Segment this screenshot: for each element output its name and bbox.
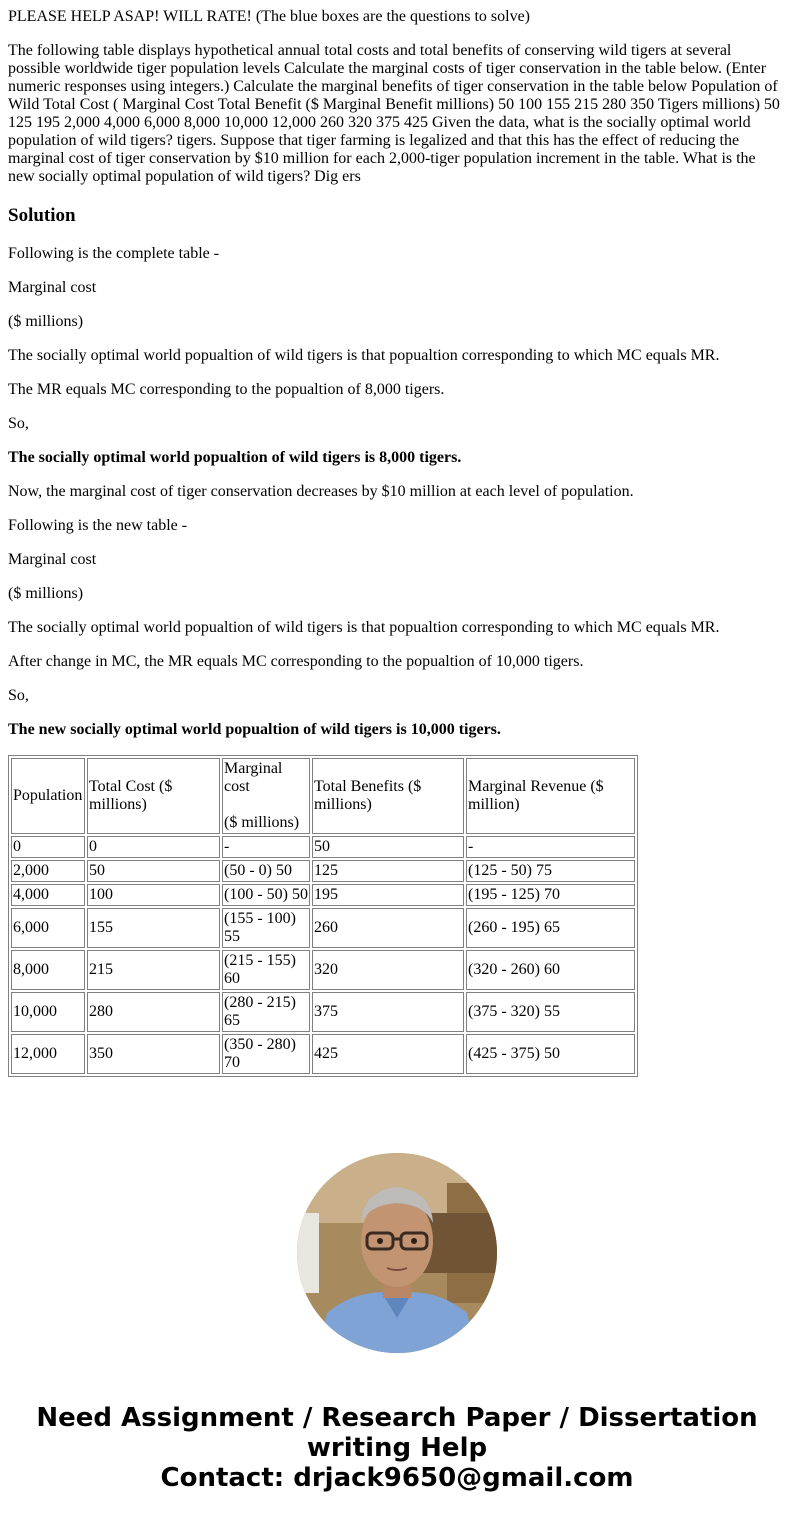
table-row	[11, 1034, 635, 1074]
cell-marginal-revenue: (195 - 125) 70	[466, 884, 635, 906]
solution-paragraph: So,	[8, 415, 29, 432]
cell-population: 8,000	[11, 950, 85, 990]
person-photo-icon	[297, 1153, 497, 1353]
question-body: The following table displays hypothetical annual total costs and total benefits of conserving wild tigers at several possible worldwide tiger population levels Calculate the marginal costs of tiger conservation in the table below. (Enter numeric responses using integers.) Calculate the marginal benefits of tiger conservation in the table below Population of Wild Total Cost ( Marginal Cost Total Benefit ($ Marginal Benefit millions) 50 100 155 215 280 350 Tigers millions) 50 125 195 2,000 4,000 6,000 8,000 10,000 12,000 260 320 375 425 Given the data, what is the socially optimal world population of wild tigers? tigers. Suppose that tiger farming is legalized and that this has the effect of reducing the marginal cost of tiger conservation by $10 million for each 2,000-tiger population increment in the table. What is the new socially optimal population of wild tigers? Dig ers	[8, 42, 780, 185]
table-row	[11, 836, 635, 858]
footer-line-2: writing Help	[306, 1433, 488, 1463]
header-marginal-cost-line1: Marginal cost	[224, 760, 283, 795]
cell-total-benefits: 320	[312, 950, 464, 990]
cell-marginal-revenue: (260 - 195) 65	[466, 908, 635, 948]
cell-marginal-cost: -	[222, 836, 310, 858]
cell-total-benefits: 50	[312, 836, 464, 858]
solution-paragraph: Marginal cost	[8, 279, 97, 296]
table-row	[11, 950, 635, 990]
table-row	[11, 860, 635, 882]
cell-population: 10,000	[11, 992, 85, 1032]
header-population: Population	[11, 758, 85, 834]
cell-total-cost: 350	[87, 1034, 220, 1074]
table-row	[11, 908, 635, 948]
cell-population: 2,000	[11, 860, 85, 882]
cell-marginal-cost: (280 - 215) 65	[222, 992, 310, 1032]
solution-paragraph: The socially optimal world popualtion of wild tigers is that popualtion corresponding to which MC equals MR.	[8, 619, 720, 636]
cell-marginal-cost: (155 - 100) 55	[222, 908, 310, 948]
table-header-row	[11, 758, 635, 834]
solution-heading: Solution	[8, 205, 76, 226]
solution-paragraph: After change in MC, the MR equals MC corresponding to the popualtion of 10,000 tigers.	[8, 653, 584, 670]
cell-total-cost: 155	[87, 908, 220, 948]
table-body	[11, 836, 635, 1074]
cell-marginal-revenue: (425 - 375) 50	[466, 1034, 635, 1074]
footer-ad	[0, 1403, 794, 1493]
solution-paragraph: ($ millions)	[8, 585, 84, 602]
solution-paragraph: ($ millions)	[8, 313, 84, 330]
cell-population: 0	[11, 836, 85, 858]
cell-total-cost: 215	[87, 950, 220, 990]
cell-marginal-cost: (100 - 50) 50	[222, 884, 310, 906]
solution-paragraph: Marginal cost	[8, 551, 97, 568]
cell-marginal-revenue: (320 - 260) 60	[466, 950, 635, 990]
cell-total-benefits: 375	[312, 992, 464, 1032]
footer-contact: Contact: drjack9650@gmail.com	[160, 1463, 634, 1493]
cell-total-benefits: 195	[312, 884, 464, 906]
cell-marginal-cost: (215 - 155) 60	[222, 950, 310, 990]
cell-marginal-revenue: -	[466, 836, 635, 858]
header-marginal-revenue: Marginal Revenue ($ million)	[466, 758, 635, 834]
author-photo	[297, 1153, 497, 1353]
cell-total-benefits: 125	[312, 860, 464, 882]
footer-line-1: Need Assignment / Research Paper / Dissertation	[36, 1403, 758, 1433]
cell-marginal-cost: (350 - 280) 70	[222, 1034, 310, 1074]
cell-marginal-cost: (50 - 0) 50	[222, 860, 310, 882]
cell-total-benefits: 425	[312, 1034, 464, 1074]
cell-marginal-revenue: (375 - 320) 55	[466, 992, 635, 1032]
cell-total-cost: 50	[87, 860, 220, 882]
cell-population: 12,000	[11, 1034, 85, 1074]
table-row	[11, 884, 635, 906]
cell-total-benefits: 260	[312, 908, 464, 948]
solution-answer-1: The socially optimal world popualtion of wild tigers is 8,000 tigers.	[8, 449, 462, 466]
cell-population: 4,000	[11, 884, 85, 906]
cost-benefit-table	[8, 755, 638, 1077]
header-total-benefits: Total Benefits ($ millions)	[312, 758, 464, 834]
question-header: PLEASE HELP ASAP! WILL RATE! (The blue boxes are the questions to solve)	[8, 8, 530, 25]
cell-population: 6,000	[11, 908, 85, 948]
header-marginal-cost	[222, 758, 310, 834]
solution-paragraph: Following is the new table -	[8, 517, 188, 534]
solution-answer-2: The new socially optimal world popualtion of wild tigers is 10,000 tigers.	[8, 721, 501, 738]
solution-paragraph: Now, the marginal cost of tiger conservation decreases by $10 million at each level of population.	[8, 483, 634, 500]
cell-total-cost: 280	[87, 992, 220, 1032]
cell-total-cost: 100	[87, 884, 220, 906]
solution-paragraph: So,	[8, 687, 29, 704]
cell-marginal-revenue: (125 - 50) 75	[466, 860, 635, 882]
cell-total-cost: 0	[87, 836, 220, 858]
solution-paragraph: Following is the complete table -	[8, 245, 220, 262]
header-total-cost: Total Cost ($ millions)	[87, 758, 220, 834]
table-row	[11, 992, 635, 1032]
solution-paragraph: The MR equals MC corresponding to the popualtion of 8,000 tigers.	[8, 381, 445, 398]
header-marginal-cost-line2: ($ millions)	[224, 814, 300, 831]
solution-paragraph: The socially optimal world popualtion of wild tigers is that popualtion corresponding to which MC equals MR.	[8, 347, 720, 364]
